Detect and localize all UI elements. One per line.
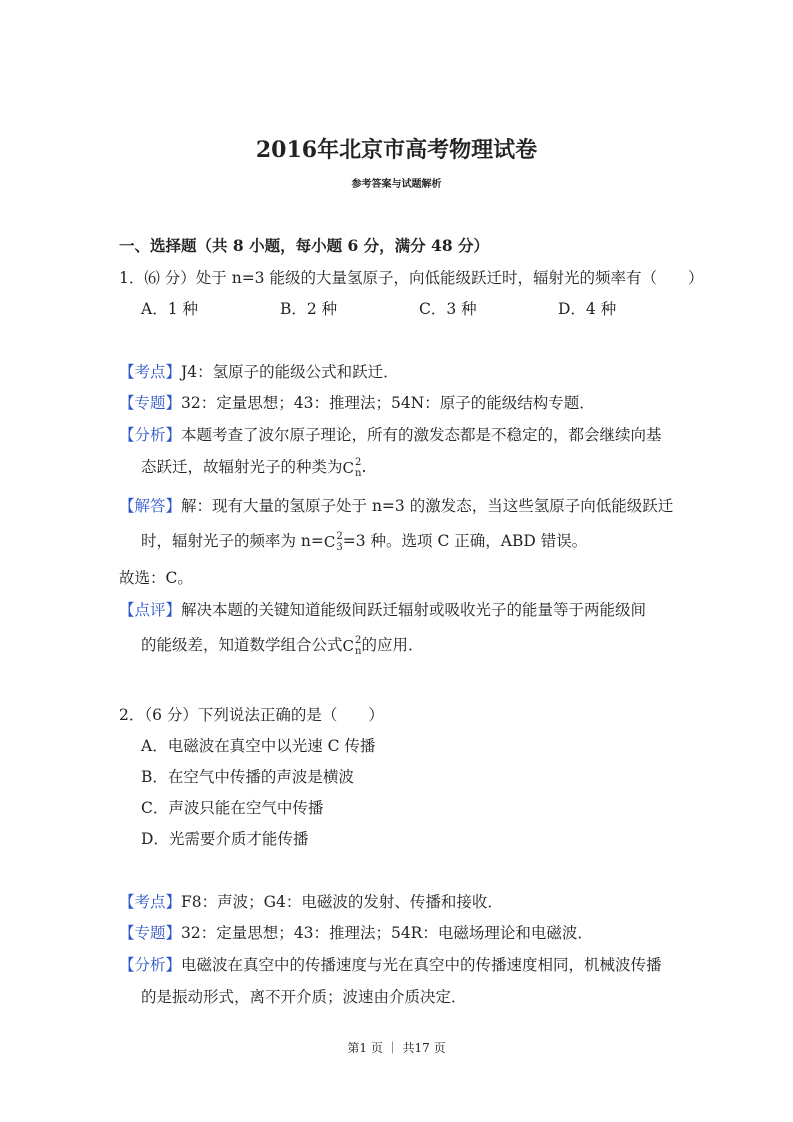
- q1-fenxi-line2: [141, 456, 366, 479]
- zhuanti-text: 32：定量思想；43：推理法；54N：原子的能级结构专题．: [181, 394, 595, 412]
- fenxi-text: 电磁波在真空中的传播速度与光在真空中的传播速度相同，机械波传播: [181, 956, 662, 974]
- comb-sup: 2: [355, 635, 362, 646]
- dianping-tag: 【点评】: [119, 601, 182, 619]
- q1-stem: 1．⑹ 分）处于 n=3 能级的大量氢原子，向低能级跃迁时，辐射光的频率有（ ）: [119, 269, 704, 287]
- q1-jieda: [119, 495, 673, 517]
- fenxi-text: 本题考查了波尔原子理论，所有的激发态都是不稳定的，都会继续向基: [181, 426, 662, 444]
- page-footer: 第1 页 ｜ 共17 页: [347, 1041, 446, 1055]
- zhuanti-text: 32：定量思想；43：推理法；54R：电磁场理论和电磁波．: [181, 924, 593, 942]
- q1-dianping: [119, 599, 646, 621]
- page-subtitle: 参考答案与试题解析: [351, 179, 442, 190]
- q2-option-c: C．声波只能在空气中传播: [141, 799, 324, 817]
- comb-sub: n: [355, 468, 362, 479]
- combination-formula: [324, 531, 343, 553]
- comb-c: C: [323, 533, 336, 551]
- q2-kaodian: [119, 891, 503, 913]
- comb-sub: n: [355, 646, 362, 657]
- q2-option-b: B．在空气中传播的声波是横波: [141, 768, 354, 786]
- comb-sub: 3: [336, 542, 343, 553]
- q2-option-a: A．电磁波在真空中以光速 C 传播: [141, 737, 376, 755]
- q1-option-a: A．1 种: [141, 300, 198, 318]
- zhuanti-tag: 【专题】: [119, 394, 182, 412]
- q1-dianping-line2: [141, 634, 423, 657]
- q1-option-d: D．4 种: [558, 300, 617, 318]
- combination-formula: [343, 635, 362, 657]
- q1-jieda-line2: [141, 530, 587, 553]
- q1-zhuanti: [119, 392, 595, 414]
- comb-sup: 2: [336, 531, 343, 542]
- q1-kaodian: [119, 361, 399, 383]
- jieda-text: 解：现有大量的氢原子处于 n=3 的激发态，当这些氢原子向低能级跃迁: [181, 497, 674, 515]
- q2-stem: 2．（6 分）下列说法正确的是（ ）: [119, 706, 384, 724]
- fenxi-text-2: 态跃迁，故辐射光子的种类为: [141, 458, 343, 476]
- section-heading: 一、选择题（共 8 小题，每小题 6 分，满分 48 分）: [119, 236, 490, 255]
- q2-fenxi: [119, 954, 662, 976]
- fenxi-end: .: [361, 458, 367, 476]
- fenxi-tag: 【分析】: [119, 956, 182, 974]
- comb-sup: 2: [355, 457, 362, 468]
- jieda-text-2: 时，辐射光子的频率为 n=: [141, 532, 324, 550]
- q1-answer: 故选：C。: [119, 569, 193, 587]
- dianping-text-2: 的能级差，知道数学组合公式: [141, 636, 343, 654]
- comb-c: C: [342, 637, 354, 655]
- kaodian-text: F8：声波；G4：电磁波的发射、传播和接收．: [181, 893, 503, 911]
- combination-formula: [343, 457, 362, 479]
- page-title: 2016年北京市高考物理试卷: [255, 137, 538, 163]
- q2-option-d: D．光需要介质才能传播: [141, 830, 309, 848]
- q2-fenxi-line2: 的是振动形式，离不开介质；波速由介质决定．: [141, 988, 467, 1006]
- kaodian-text: J4：氢原子的能级公式和跃迁．: [181, 363, 399, 381]
- dianping-end: 的应用．: [361, 636, 424, 654]
- dianping-text: 解决本题的关键知道能级间跃迁辐射或吸收光子的能量等于两能级间: [181, 601, 647, 619]
- jieda-end: =3 种。选项 C 正确，ABD 错误。: [342, 532, 588, 550]
- kaodian-tag: 【考点】: [119, 363, 182, 381]
- q1-option-b: B．2 种: [280, 300, 338, 318]
- q1-option-c: C．3 种: [419, 300, 477, 318]
- q1-options: [141, 298, 616, 320]
- q2-zhuanti: [119, 922, 593, 944]
- q1-fenxi: [119, 424, 662, 446]
- comb-c: C: [342, 459, 354, 477]
- zhuanti-tag: 【专题】: [119, 924, 182, 942]
- kaodian-tag: 【考点】: [119, 893, 182, 911]
- jieda-tag: 【解答】: [119, 497, 182, 515]
- fenxi-tag: 【分析】: [119, 426, 182, 444]
